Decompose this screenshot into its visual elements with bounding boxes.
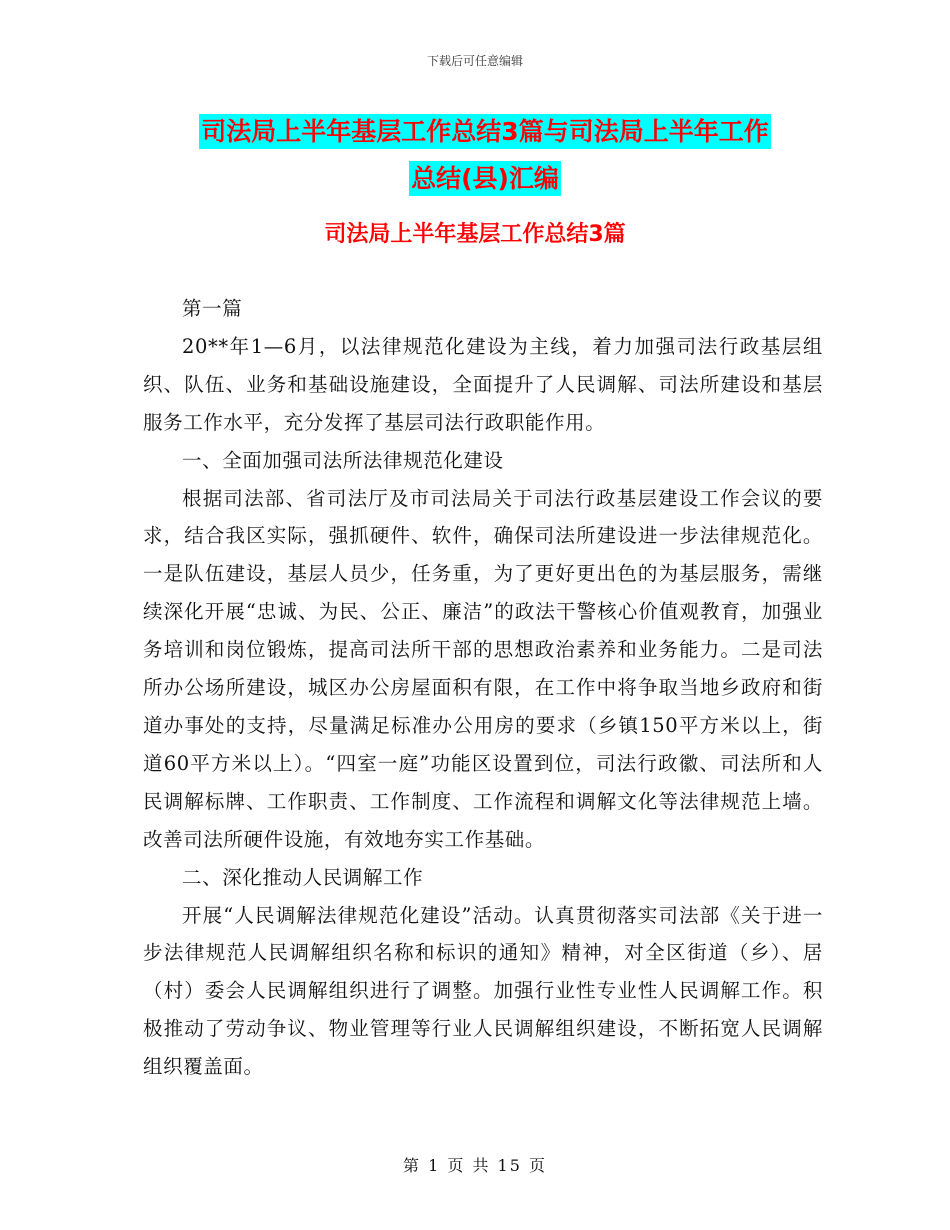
document-title bbox=[140, 108, 830, 202]
paragraph: 20**年1—6月，以法律规范化建设为主线，着力加强司法行政基层组织、队伍、业务和基础设施建设，全面提升了人民调解、司法所建设和基层服务工作水平，充分发挥了基层司法行政职能作用。 bbox=[143, 334, 823, 434]
paragraph: 二、深化推动人民调解工作 bbox=[182, 865, 424, 889]
section-title: 司法局上半年基层工作总结3篇 bbox=[324, 222, 626, 247]
paragraph: 开展“人民调解法律规范化建设”活动。认真贯彻落实司法部《关于进一步法律规范人民调解组织名称和标识的通知》精神，对全区街道（乡）、居（村）委会人民调解组织进行了调整。加强行业性专业性人民调解工作。积极推动了劳动争议、物业管理等行业人民调解组织建设，不断拓宽人民调解组织覆盖面。 bbox=[143, 903, 823, 1079]
page-header-note: 下载后可任意编辑 bbox=[426, 54, 523, 68]
paragraph: 一、全面加强司法所法律规范化建设 bbox=[182, 448, 504, 472]
document-body bbox=[143, 290, 823, 1086]
title-line-2: 总结(县)汇编 bbox=[409, 161, 561, 196]
paragraph: 第一篇 bbox=[182, 297, 243, 320]
page-footer: 第 1 页 共 15 页 bbox=[403, 1156, 547, 1175]
paragraph: 根据司法部、省司法厅及市司法局关于司法行政基层建设工作会议的要求，结合我区实际，强抓硬件、软件，确保司法所建设进一步法律规范化。一是队伍建设，基层人员少，任务重，为了更好更出色的为基层服务，需继续深化开展“忠诚、为民、公正、廉洁”的政法干警核心价值观教育，加强业务培训和岗位锻炼，提高司法所干部的思想政治素养和业务能力。二是司法所办公场所建设，城区办公房屋面积有限，在工作中将争取当地乡政府和街道办事处的支持，尽量满足标准办公用房的要求（乡镇150平方米以上，街道60平方米以上）。“四室一庭”功能区设置到位，司法行政徽、司法所和人民调解标牌、工作职责、工作制度、工作流程和调解文化等法律规范上墙。改善司法所硬件设施，有效地夯实工作基础。 bbox=[143, 486, 823, 851]
title-line-1: 司法局上半年基层工作总结3篇与司法局上半年工作 bbox=[199, 114, 770, 149]
